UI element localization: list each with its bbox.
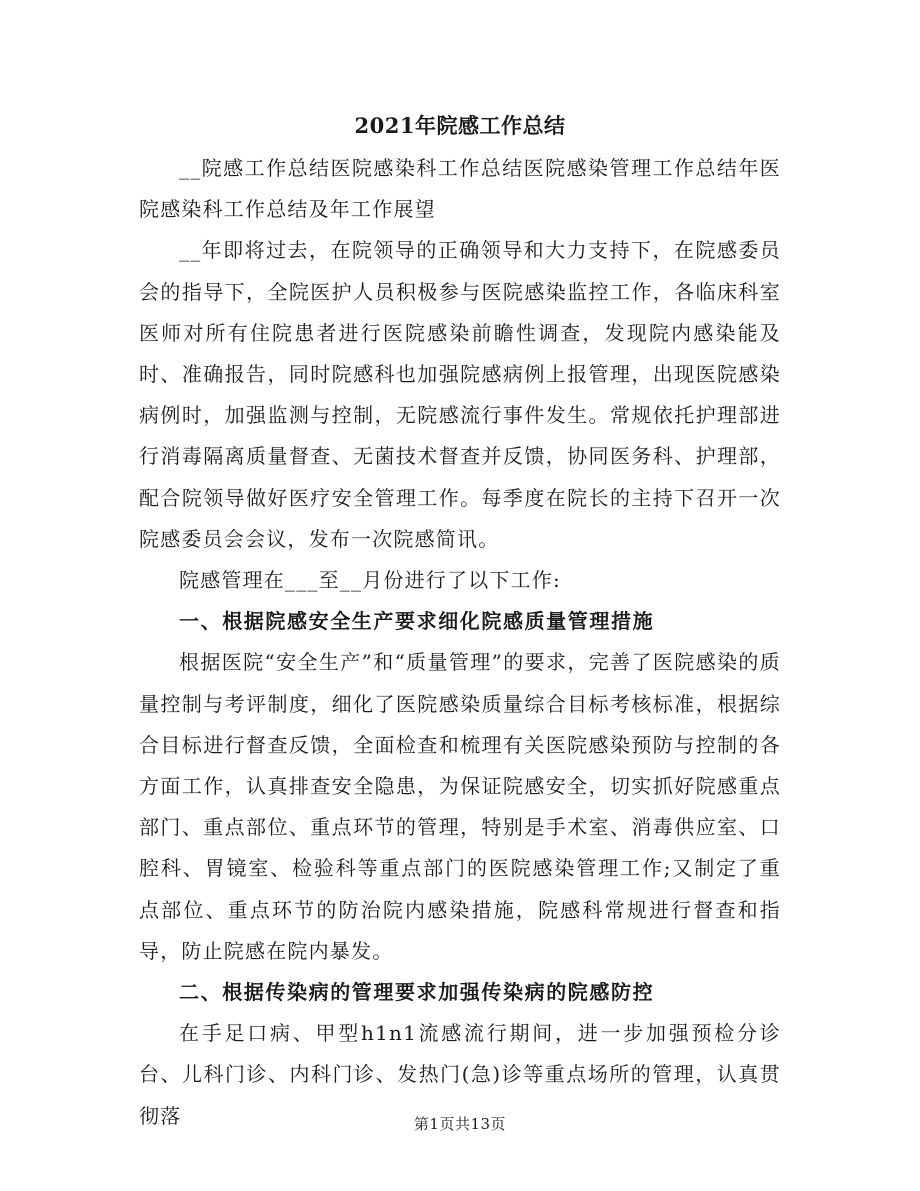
page-number: 第1页共13页	[413, 1115, 507, 1133]
paragraph-section-1: 根据医院“安全生产”和“质量管理”的要求，完善了医院感染的质量控制与考评制度，细化了医院感染质量综合目标考核标准，根据综合目标进行督查反馈，全面检查和梳理有关医院感染预防与控制的各方面工作，认真排查安全隐患，为保证院感安全，切实抓好院感重点部门、重点部位、重点环节的管理，特别是手术室、消毒供应室、口腔科、胃镜室、检验科等重点部门的医院感染管理工作;又制定了重点部位、重点环节的防治院内感染措施，院感科常规进行督查和指导，防止院感在院内暴发。	[139, 650, 781, 963]
document-title: 2021年院感工作总结	[354, 113, 566, 138]
section-heading-2: 二、根据传染病的管理要求加强传染病的院感防控	[179, 980, 655, 1005]
section-heading-1: 一、根据院感安全生产要求细化院感质量管理措施	[179, 609, 655, 634]
document-body	[139, 148, 781, 1137]
paragraph-section-2: 在手足口病、甲型h1n1流感流行期间，进一步加强预检分诊台、儿科门诊、内科门诊、发热门(急)诊等重点场所的管理，认真贯彻落	[139, 1021, 781, 1128]
paragraph-summary: __年即将过去，在院领导的正确领导和大力支持下，在院感委员会的指导下，全院医护人员积极参与医院感染监控工作，各临床科室医师对所有住院患者进行医院感染前瞻性调查，发现院内感染能及时、准确报告，同时院感科也加强院感病例上报管理，出现医院感染病例时，加强监测与控制，无院感流行事件发生。常规依托护理部进行消毒隔离质量督查、无菌技术督查并反馈，协同医务科、护理部，配合院领导做好医疗安全管理工作。每季度在院长的主持下召开一次院感委员会会议，发布一次院感简讯。	[139, 238, 781, 551]
paragraph-work-list-lead: 院感管理在___至__月份进行了以下工作:	[179, 568, 561, 593]
paragraph-intro: __院感工作总结医院感染科工作总结医院感染管理工作总结年医院感染科工作总结及年工作展望	[139, 156, 781, 222]
